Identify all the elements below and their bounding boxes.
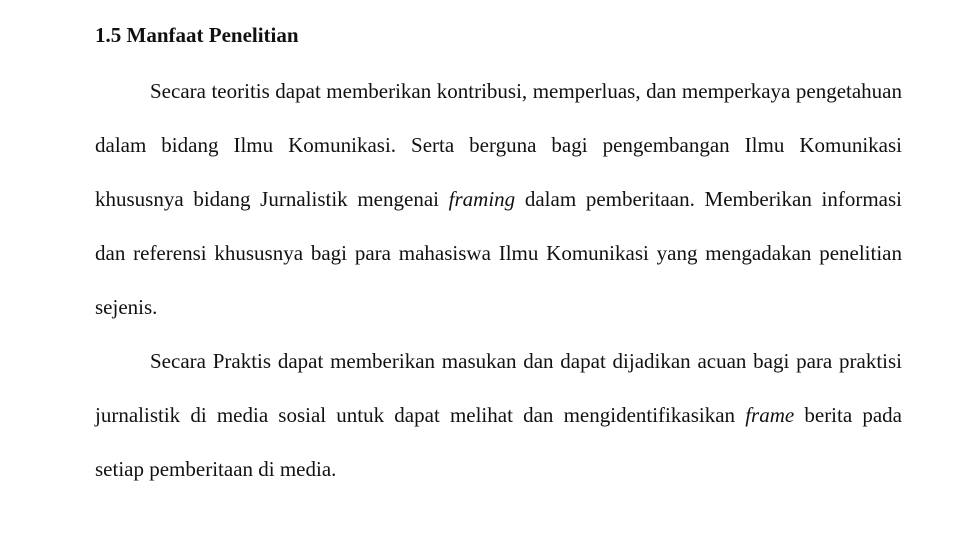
italic-term-frame: frame (745, 403, 795, 427)
paragraph-theoretical-benefit (95, 64, 902, 334)
section-heading: 1.5 Manfaat Penelitian (95, 23, 299, 47)
italic-term-framing: framing (448, 187, 516, 211)
paragraph-text: dalam pemberitaan. Memberikan informasi dan referensi khususnya bagi para mahasiswa Ilmu Komunikasi yang mengadakan penelitian sejenis. (95, 187, 902, 319)
paragraph-practical-benefit (95, 334, 902, 496)
paragraph-text: berita pada setiap pemberitaan di media. (95, 403, 902, 481)
paragraph-text: Secara teoritis dapat memberikan kontribusi, memperluas, dan memperkaya pengetahuan dalam bidang Ilmu Komunikasi. Serta berguna bagi pengembangan Ilmu Komunikasi khususnya bidang Jurnalistik mengenai (95, 79, 902, 211)
document-page (95, 18, 902, 496)
paragraph-text: Secara Praktis dapat memberikan masukan dan dapat dijadikan acuan bagi para praktisi jurnalistik di media sosial untuk dapat melihat dan mengidentifikasikan (95, 349, 902, 427)
